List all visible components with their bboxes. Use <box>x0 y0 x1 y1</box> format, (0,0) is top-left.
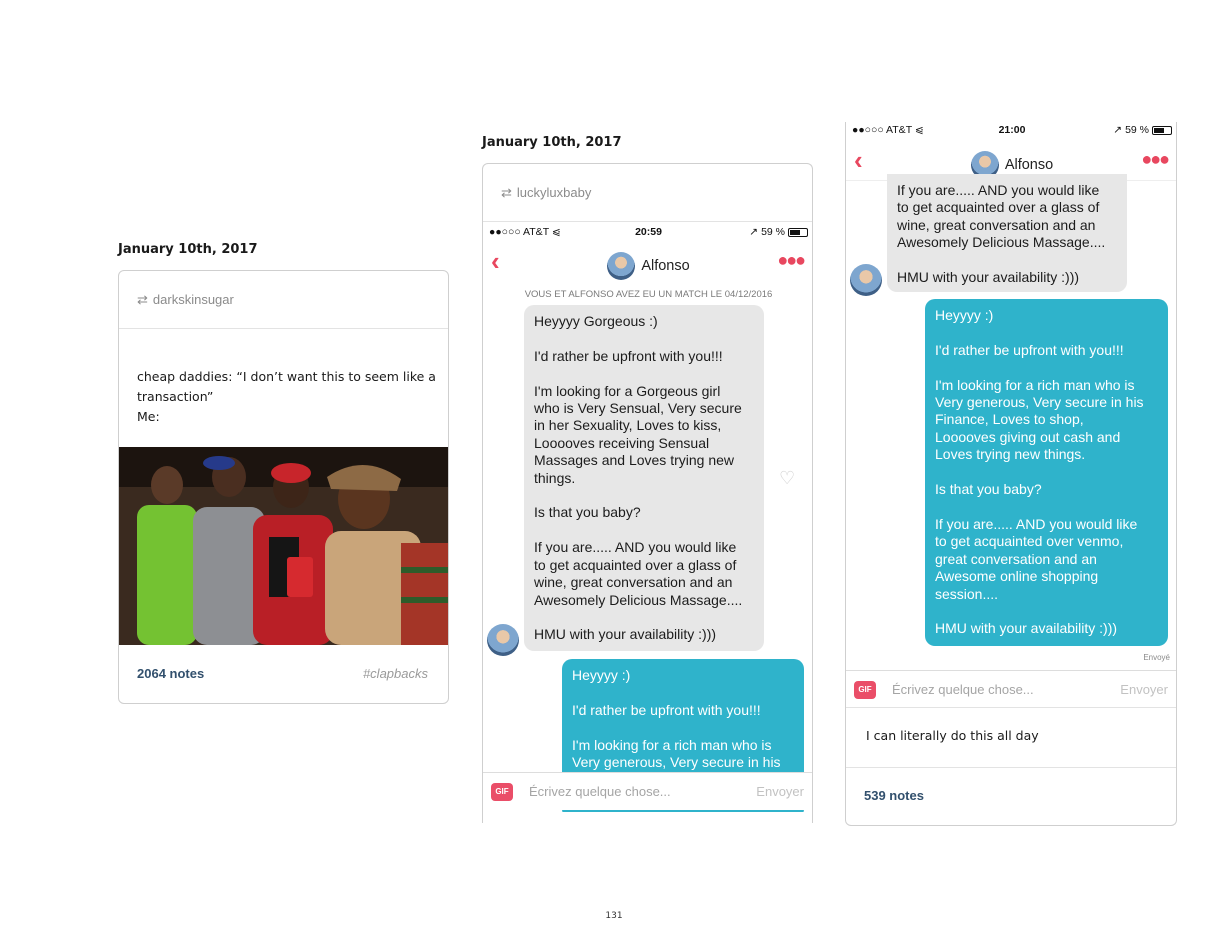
chat-navbar <box>483 242 813 282</box>
post-date: January 10th, 2017 <box>118 242 258 257</box>
caption-line: cheap daddies: “I don’t want this to seem like a transaction” <box>137 369 436 404</box>
caption-line: Me: <box>137 409 160 424</box>
clock-label: 20:59 <box>635 226 662 238</box>
back-chevron-icon[interactable]: ‹ <box>491 246 500 276</box>
send-button[interactable]: Envoyer <box>756 784 804 799</box>
reblog-icon: ⇄ <box>501 184 512 200</box>
more-dots-icon[interactable]: ●●● <box>777 250 804 270</box>
status-bar <box>483 224 813 240</box>
clock-label: 21:00 <box>998 124 1026 136</box>
notes-count[interactable]: 539 notes <box>864 788 924 803</box>
contact-avatar[interactable] <box>487 624 519 656</box>
incoming-message: If you are..... AND you would like to get acquainted over a glass of wine, great conversation and an Awesomely Delicious Massage.... HMU with your availability :))) <box>887 174 1127 292</box>
gif-icon[interactable]: GIF <box>854 681 876 699</box>
incoming-message: Heyyyy Gorgeous :) I'd rather be upfront with you!!! I'm looking for a Gorgeous girl who is Very Sensual, Very secure in her Sexuality, Loves to kiss, Looooves receiving Sensual Massages and Loves trying new things. Is that you baby? If you are..... AND you would like to get acquainted over a glass of wine, great conversation and an Awesomely Delicious Massage.... HMU with your availability :))) <box>524 305 764 651</box>
contact-avatar[interactable] <box>607 252 635 280</box>
reblog-header[interactable] <box>119 271 448 329</box>
heart-icon[interactable]: ♡ <box>779 468 796 488</box>
chat-screenshot <box>846 122 1177 708</box>
page-number: 131 <box>605 911 623 921</box>
chat-screenshot <box>483 222 813 812</box>
battery-status <box>749 226 808 238</box>
battery-status <box>1113 124 1172 136</box>
location-arrow-icon: ↗ <box>749 226 759 238</box>
battery-icon <box>1152 126 1172 135</box>
contact-name: Alfonso <box>641 257 690 274</box>
meme-photo <box>119 447 449 645</box>
gif-icon[interactable]: GIF <box>491 783 513 801</box>
back-chevron-icon[interactable]: ‹ <box>854 145 863 175</box>
message-input[interactable]: Écrivez quelque chose... <box>529 784 671 799</box>
outgoing-message: Heyyyy :) I'd rather be upfront with you!!! I'm looking for a rich man who is Very generous, Very secure in his Finance, Loves to shop, Looooves giving out cash and Loves trying new things. Is that you baby? If you are..... AND you would like to get acquainted over venmo, great conversation and an Awesome online shopping session.... HMU with your availability :))) <box>925 299 1168 646</box>
message-composer <box>846 670 1176 708</box>
post-date: January 10th, 2017 <box>482 135 622 150</box>
reblog-icon: ⇄ <box>137 291 148 307</box>
delivered-status: Envoyé <box>1143 653 1170 662</box>
carrier-label: ●●○○○ AT&T ⩿ <box>852 124 924 136</box>
post-tag[interactable]: #clapbacks <box>362 666 428 681</box>
status-bar <box>846 122 1177 138</box>
post-card <box>482 163 813 823</box>
location-arrow-icon: ↗ <box>1113 124 1123 136</box>
message-input[interactable]: Écrivez quelque chose... <box>892 682 1034 697</box>
carrier-label: ●●○○○ AT&T ⩿ <box>489 226 561 238</box>
post-card <box>118 270 449 704</box>
send-button[interactable]: Envoyer <box>1120 682 1168 697</box>
message-composer <box>483 772 812 810</box>
notes-count[interactable]: 2064 notes <box>137 666 205 681</box>
more-dots-icon[interactable]: ●●● <box>1141 149 1168 169</box>
battery-icon <box>788 228 808 237</box>
reblog-username[interactable]: darkskinsugar <box>152 292 234 307</box>
battery-percent: 59 % <box>1125 124 1149 136</box>
contact-avatar[interactable] <box>850 264 882 296</box>
reblog-username[interactable]: luckyluxbaby <box>516 185 592 200</box>
chat-title <box>483 252 813 280</box>
outgoing-message: Heyyyy :) I'd rather be upfront with you!!! I'm looking for a rich man who is Very generous, Very secure in his <box>562 659 804 812</box>
divider <box>846 767 1176 768</box>
match-notice: VOUS ET ALFONSO AVEZ EU UN MATCH LE 04/12/2016 <box>524 289 773 300</box>
reblog-header[interactable] <box>483 164 812 222</box>
post-caption: I can literally do this all day <box>866 728 1039 743</box>
contact-name: Alfonso <box>1004 156 1054 173</box>
post-card <box>845 122 1177 826</box>
post-caption <box>137 367 437 427</box>
battery-percent: 59 % <box>761 226 785 238</box>
meme-photo-illustration <box>119 447 449 645</box>
